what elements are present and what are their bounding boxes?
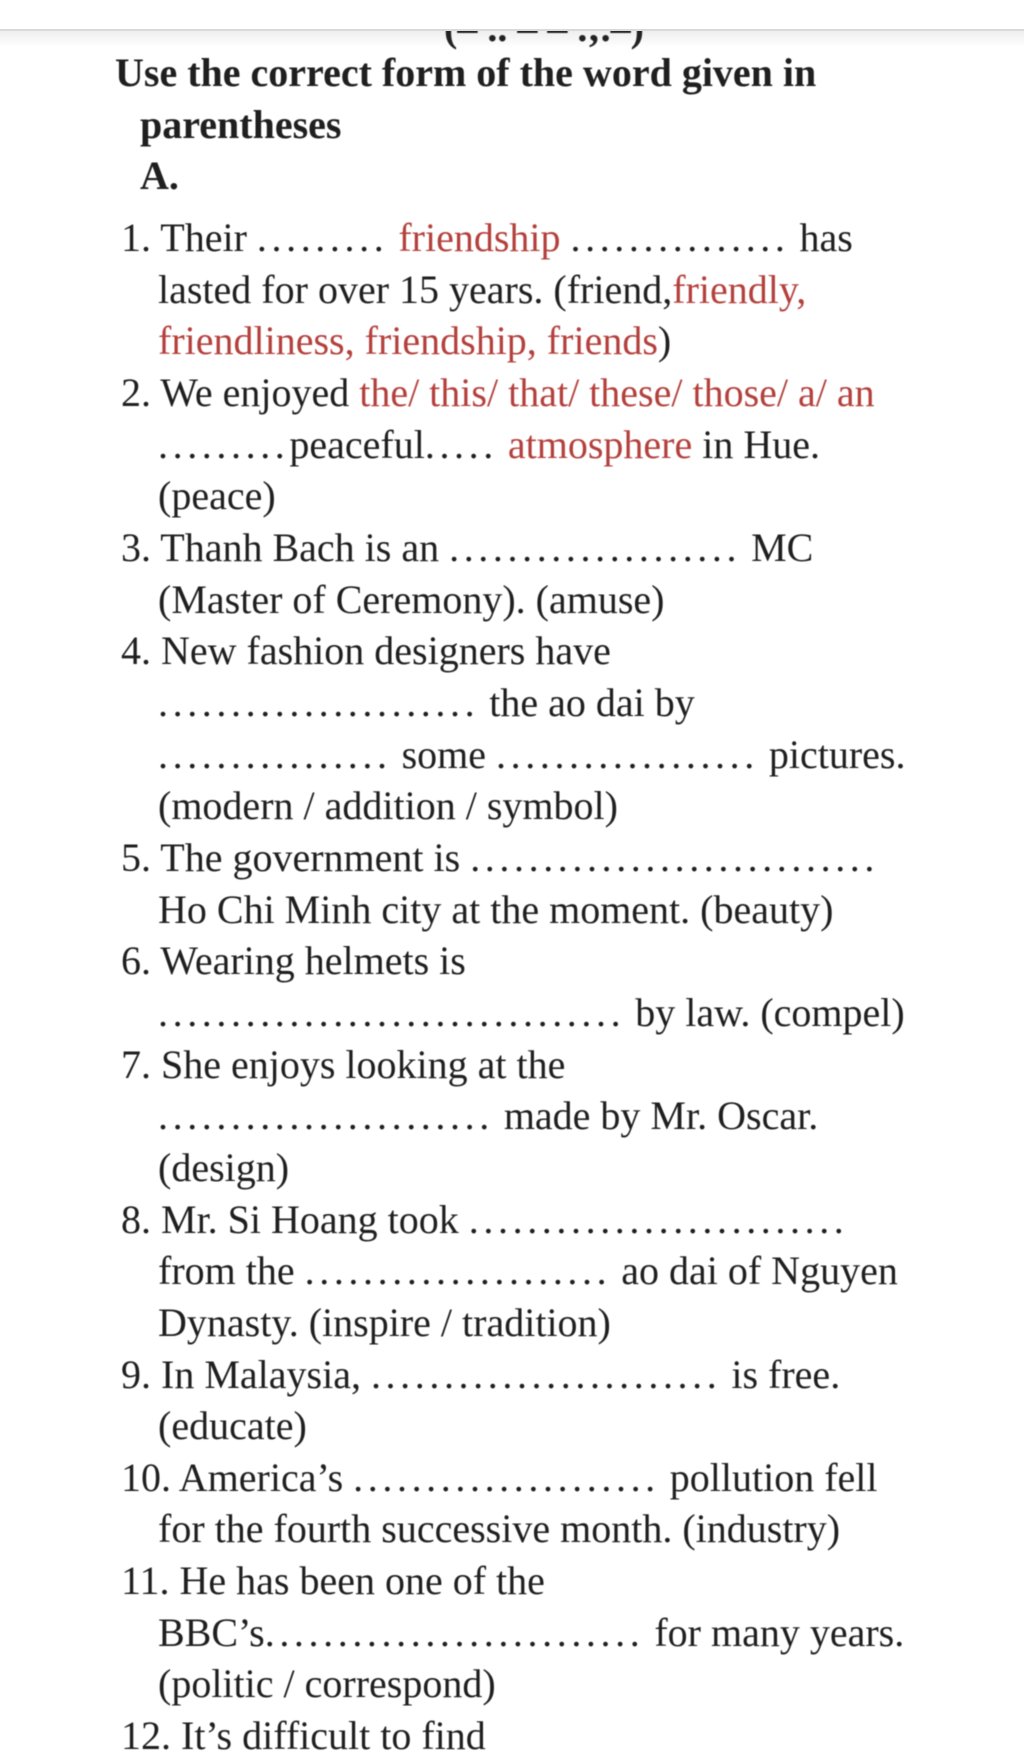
text-line-21 xyxy=(158,1090,818,1142)
text-line-31 xyxy=(158,1607,904,1659)
text-segment: A. xyxy=(140,153,179,199)
highlighted-red-text: the/ this/ that/ these/ those/ a/ an xyxy=(359,369,875,415)
text-segment: 7. She enjoys looking at the xyxy=(121,1041,566,1087)
text-line-8 xyxy=(158,419,820,471)
highlighted-red-text: friendly, xyxy=(672,266,807,312)
text-segment xyxy=(561,215,571,260)
text-segment: by law. (compel) xyxy=(625,989,905,1035)
dotted-blank: ....................... xyxy=(158,1093,494,1139)
text-segment: has xyxy=(789,214,853,260)
text-segment: 8. Mr. Si Hoang took xyxy=(121,1196,469,1242)
text-line-5 xyxy=(158,264,806,316)
text-line-25 xyxy=(158,1297,611,1349)
text-line-23 xyxy=(121,1194,848,1246)
text-segment: BBC’s xyxy=(158,1609,265,1655)
dotted-blank: ......... xyxy=(256,214,389,260)
text-segment: in Hue. xyxy=(692,421,820,467)
dotted-blank: ................ xyxy=(158,731,392,777)
text-segment: for many years. xyxy=(644,1609,905,1655)
highlighted-red-text: friendship xyxy=(398,214,561,260)
text-segment xyxy=(388,215,398,260)
text-line-1 xyxy=(115,47,816,99)
text-line-32 xyxy=(158,1658,496,1710)
text-segment: is free. xyxy=(721,1351,841,1397)
highlighted-red-text: friendliness, friendship, friends xyxy=(158,318,658,364)
dotted-blank: ................................ xyxy=(158,989,626,1035)
text-line-14 xyxy=(158,729,905,781)
text-line-27 xyxy=(158,1400,307,1452)
text-segment: 2. We enjoyed xyxy=(121,369,360,415)
text-segment: for the fourth successive month. (industry) xyxy=(158,1506,841,1552)
text-line-10 xyxy=(121,522,813,574)
text-line-19 xyxy=(158,987,905,1039)
text-segment: from the xyxy=(158,1248,305,1294)
dotted-blank: ...................... xyxy=(158,679,480,725)
text-segment: (design) xyxy=(158,1144,290,1190)
dotted-blank: ..................... xyxy=(304,1248,612,1294)
text-segment: Dynasty. (inspire / tradition) xyxy=(158,1299,611,1345)
dotted-blank: .................. xyxy=(496,731,759,777)
text-line-4 xyxy=(121,212,853,264)
text-line-7 xyxy=(121,367,875,419)
text-segment: 9. In Malaysia, xyxy=(121,1351,371,1397)
text-segment: 5. The government is xyxy=(121,834,471,880)
text-line-18 xyxy=(121,935,466,987)
clipped-header-text xyxy=(444,29,704,46)
text-segment: parentheses xyxy=(140,101,342,147)
text-line-30 xyxy=(121,1555,545,1607)
text-segment: peaceful xyxy=(289,421,425,467)
text-segment: lasted for over 15 years. (friend, xyxy=(158,266,673,312)
text-segment: 1. Their xyxy=(121,214,257,260)
text-segment: MC xyxy=(741,524,814,570)
text-segment: 11. He has been one of the xyxy=(121,1558,545,1604)
dotted-blank: ........................ xyxy=(370,1351,722,1397)
text-segment: 6. Wearing helmets is xyxy=(121,938,466,984)
text-line-22 xyxy=(158,1142,289,1194)
dotted-blank: ......... xyxy=(158,421,290,467)
text-line-9 xyxy=(158,470,276,522)
text-segment: (modern / addition / symbol) xyxy=(158,783,618,829)
text-segment: pollution fell xyxy=(659,1454,878,1500)
text-segment: the ao dai by xyxy=(479,679,695,725)
text-segment xyxy=(498,422,508,467)
text-segment: (politic / correspond) xyxy=(158,1661,496,1707)
dotted-blank: ..................... xyxy=(353,1454,660,1500)
dotted-blank: ............... xyxy=(570,214,790,260)
text-segment: Use the correct form of the word given in xyxy=(115,50,817,95)
dotted-blank: .................... xyxy=(449,524,742,570)
text-line-15 xyxy=(158,780,618,832)
dotted-blank: .......................... xyxy=(468,1196,849,1242)
text-line-11 xyxy=(158,574,664,626)
text-line-33 xyxy=(121,1710,486,1762)
text-segment: (peace) xyxy=(158,473,276,519)
text-segment: Ho Chi Minh city at the moment. (beauty) xyxy=(158,886,834,932)
text-segment: 4. New fashion designers have xyxy=(121,628,611,674)
text-line-26 xyxy=(121,1349,840,1401)
text-line-2 xyxy=(140,99,341,151)
text-line-3 xyxy=(140,150,179,202)
dotted-blank: ............................ xyxy=(470,834,880,880)
text-segment: some xyxy=(391,731,497,777)
text-line-17 xyxy=(158,884,833,936)
text-segment: (Master of Ceremony). (amuse) xyxy=(158,576,665,622)
text-line-29 xyxy=(158,1503,840,1555)
text-line-13 xyxy=(158,677,695,729)
text-line-28 xyxy=(121,1452,878,1504)
highlighted-red-text: atmosphere xyxy=(507,421,693,467)
text-segment: pictures. xyxy=(758,731,906,777)
text-line-16 xyxy=(121,832,879,884)
text-segment: 12. It’s difficult to find xyxy=(121,1713,486,1759)
text-segment: ao dai of Nguyen xyxy=(611,1248,898,1294)
toolbar-shadow-divider xyxy=(0,29,1024,31)
text-segment: (educate) xyxy=(158,1403,307,1449)
text-line-6 xyxy=(158,315,671,367)
text-line-20 xyxy=(121,1039,565,1091)
dotted-blank: .......................... xyxy=(264,1609,645,1655)
text-line-12 xyxy=(121,625,611,677)
text-segment: 3. Thanh Bach is an xyxy=(121,524,450,570)
text-line-24 xyxy=(158,1245,898,1297)
text-segment: 10. America’s xyxy=(121,1454,354,1500)
text-segment: made by Mr. Oscar. xyxy=(493,1093,819,1139)
toolbar-white-area xyxy=(0,0,1024,29)
dotted-blank: ..... xyxy=(424,421,498,467)
text-segment: ) xyxy=(657,318,672,364)
